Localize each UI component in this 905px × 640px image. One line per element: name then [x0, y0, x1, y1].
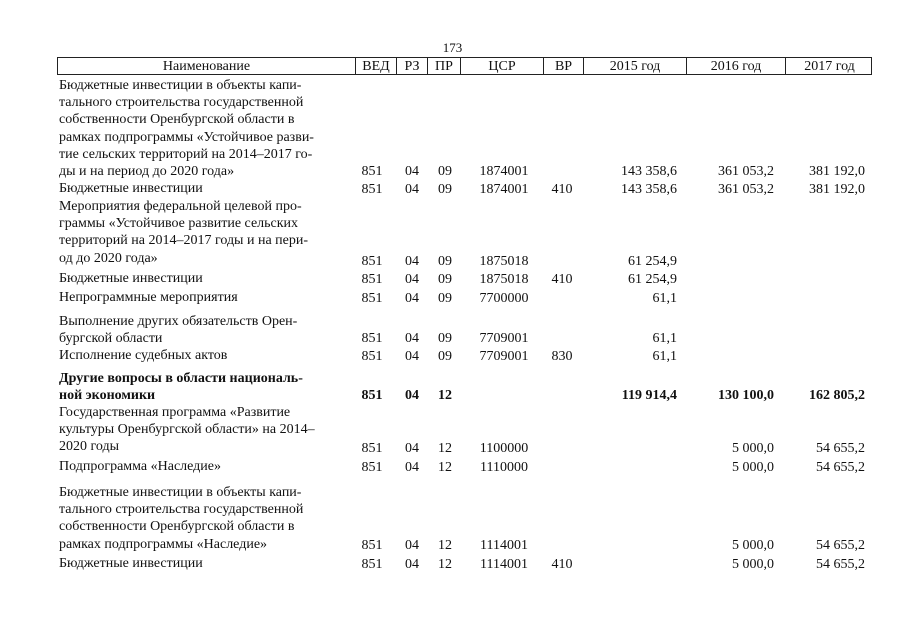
row-name: [59, 458, 349, 475]
row-name-line: Бюджетные инвестиции в объекты капи-: [59, 78, 302, 93]
row-name: [59, 555, 349, 572]
cell-csr: 1110000: [480, 460, 528, 475]
row-name-line: ной экономики: [59, 388, 156, 404]
cell-y2015: 143 358,6: [621, 164, 677, 179]
cell-y2015: 61,1: [652, 291, 677, 306]
row-name: [59, 484, 349, 553]
row-name-line: тального строительства государственной: [59, 502, 304, 518]
cell-ved: 851: [361, 388, 383, 403]
row-name: [59, 347, 349, 364]
cell-rz: 04: [405, 388, 419, 403]
header-name: Наименование: [162, 59, 251, 74]
cell-rz: 04: [405, 460, 419, 475]
cell-y2016: 361 053,2: [718, 182, 774, 197]
cell-pr: 12: [438, 460, 452, 475]
cell-csr: 1114001: [480, 557, 528, 572]
row-name-line: Бюджетные инвестиции: [59, 181, 203, 196]
cell-pr: 12: [438, 557, 452, 572]
cell-rz: 04: [405, 331, 419, 346]
cell-csr: 1874001: [479, 182, 529, 197]
cell-ved: 851: [361, 460, 383, 475]
row-name: [59, 289, 349, 306]
cell-vr: 410: [551, 272, 573, 287]
row-name-line: Другие вопросы в области националь-: [59, 371, 303, 386]
cell-ved: 851: [361, 291, 383, 306]
cell-y2016: 5 000,0: [732, 460, 774, 475]
cell-y2016: 130 100,0: [718, 388, 774, 403]
cell-pr: 09: [438, 291, 452, 306]
cell-y2017: 54 655,2: [816, 538, 865, 553]
row-name: [59, 180, 349, 197]
row-name-line: культуры Оренбургской области» на 2014–: [59, 422, 315, 438]
header-2016: 2016 год: [686, 58, 785, 74]
cell-pr: 09: [438, 331, 452, 346]
row-name: [59, 270, 349, 287]
header-ved: ВЕД: [355, 58, 396, 74]
cell-rz: 04: [405, 538, 419, 553]
row-name-line: граммы «Устойчивое развитие сельских: [59, 216, 299, 232]
cell-y2017: 162 805,2: [809, 388, 865, 403]
row-name-line: Государственная программа «Развитие: [59, 405, 291, 420]
cell-y2016: 5 000,0: [732, 441, 774, 456]
cell-rz: 04: [405, 557, 419, 572]
cell-pr: 09: [438, 182, 452, 197]
cell-ved: 851: [361, 538, 383, 553]
row-name-line: собственности Оренбургской области в: [59, 112, 295, 128]
cell-y2017: 54 655,2: [816, 441, 865, 456]
row-name-line: Бюджетные инвестиции: [59, 271, 203, 286]
cell-ved: 851: [361, 164, 383, 179]
header-2017: 2017 год: [785, 58, 873, 74]
cell-y2016: 5 000,0: [732, 538, 774, 553]
cell-vr: 830: [551, 349, 573, 364]
cell-rz: 04: [405, 164, 419, 179]
table-header: [57, 57, 872, 75]
row-name-line: Выполнение других обязательств Орен-: [59, 314, 298, 329]
row-name-line: тие сельских территорий на 2014–2017 го-: [59, 146, 313, 162]
row-name-line: Исполнение судебных актов: [59, 348, 228, 363]
cell-csr: 1114001: [480, 538, 528, 553]
cell-csr: 7709001: [479, 331, 529, 346]
cell-rz: 04: [405, 182, 419, 197]
cell-ved: 851: [361, 331, 383, 346]
cell-y2015: 61 254,9: [628, 272, 677, 287]
row-name-line: 2020 годы: [59, 439, 120, 455]
cell-y2017: 54 655,2: [816, 557, 865, 572]
row-name-line: территорий на 2014–2017 годы и на пери-: [59, 233, 309, 249]
row-name-line: од до 2020 года»: [59, 250, 158, 266]
cell-y2017: 381 192,0: [809, 164, 865, 179]
row-name-line: Бюджетные инвестиции в объекты капи-: [59, 485, 302, 500]
cell-ved: 851: [361, 349, 383, 364]
cell-pr: 12: [438, 538, 452, 553]
cell-csr: 1875018: [479, 254, 529, 269]
cell-csr: 1875018: [479, 272, 529, 287]
row-name: [59, 370, 349, 404]
cell-rz: 04: [405, 291, 419, 306]
cell-csr: 7709001: [479, 349, 529, 364]
row-name: [59, 198, 349, 267]
row-name-line: рамках подпрограммы «Наследие»: [59, 536, 268, 552]
row-name: [59, 313, 349, 347]
cell-csr: 1874001: [479, 164, 529, 179]
row-name-line: Подпрограмма «Наследие»: [59, 459, 221, 474]
cell-ved: 851: [361, 182, 383, 197]
cell-ved: 851: [361, 272, 383, 287]
cell-y2015: 61,1: [652, 349, 677, 364]
cell-y2015: 61,1: [652, 331, 677, 346]
cell-rz: 04: [405, 441, 419, 456]
cell-pr: 09: [438, 349, 452, 364]
cell-pr: 09: [438, 164, 452, 179]
cell-rz: 04: [405, 349, 419, 364]
cell-y2015: 119 914,4: [621, 388, 677, 403]
cell-ved: 851: [361, 557, 383, 572]
row-name-line: тального строительства государственной: [59, 95, 304, 111]
row-name-line: Непрограммные мероприятия: [59, 290, 238, 305]
cell-y2017: 381 192,0: [809, 182, 865, 197]
row-name-line: рамках подпрограммы «Устойчивое разви-: [59, 129, 314, 145]
cell-vr: 410: [551, 182, 573, 197]
header-2015: 2015 год: [583, 58, 686, 74]
header-vr: ВР: [543, 58, 583, 74]
row-name: [59, 77, 349, 180]
cell-pr: 09: [438, 272, 452, 287]
cell-ved: 851: [361, 441, 383, 456]
page-number: 173: [442, 40, 463, 55]
cell-ved: 851: [361, 254, 383, 269]
cell-pr: 09: [438, 254, 452, 269]
cell-y2015: 143 358,6: [621, 182, 677, 197]
cell-y2015: 61 254,9: [628, 254, 677, 269]
cell-rz: 04: [405, 254, 419, 269]
cell-pr: 12: [438, 441, 452, 456]
header-pr: ПР: [427, 58, 460, 74]
cell-rz: 04: [405, 272, 419, 287]
row-name-line: собственности Оренбургской области в: [59, 519, 295, 535]
row-name-line: Мероприятия федеральной целевой про-: [59, 199, 302, 214]
cell-y2016: 5 000,0: [732, 557, 774, 572]
row-name: [59, 404, 349, 456]
cell-vr: 410: [551, 557, 573, 572]
cell-pr: 12: [438, 388, 452, 403]
header-rz: РЗ: [396, 58, 427, 74]
row-name-line: Бюджетные инвестиции: [59, 556, 203, 571]
header-csr: ЦСР: [460, 58, 543, 74]
row-name-line: бургской области: [59, 331, 163, 347]
cell-y2017: 54 655,2: [816, 460, 865, 475]
cell-y2016: 361 053,2: [718, 164, 774, 179]
row-name-line: ды и на период до 2020 года»: [59, 164, 235, 180]
cell-csr: 7700000: [479, 291, 529, 306]
cell-csr: 1100000: [479, 441, 529, 456]
